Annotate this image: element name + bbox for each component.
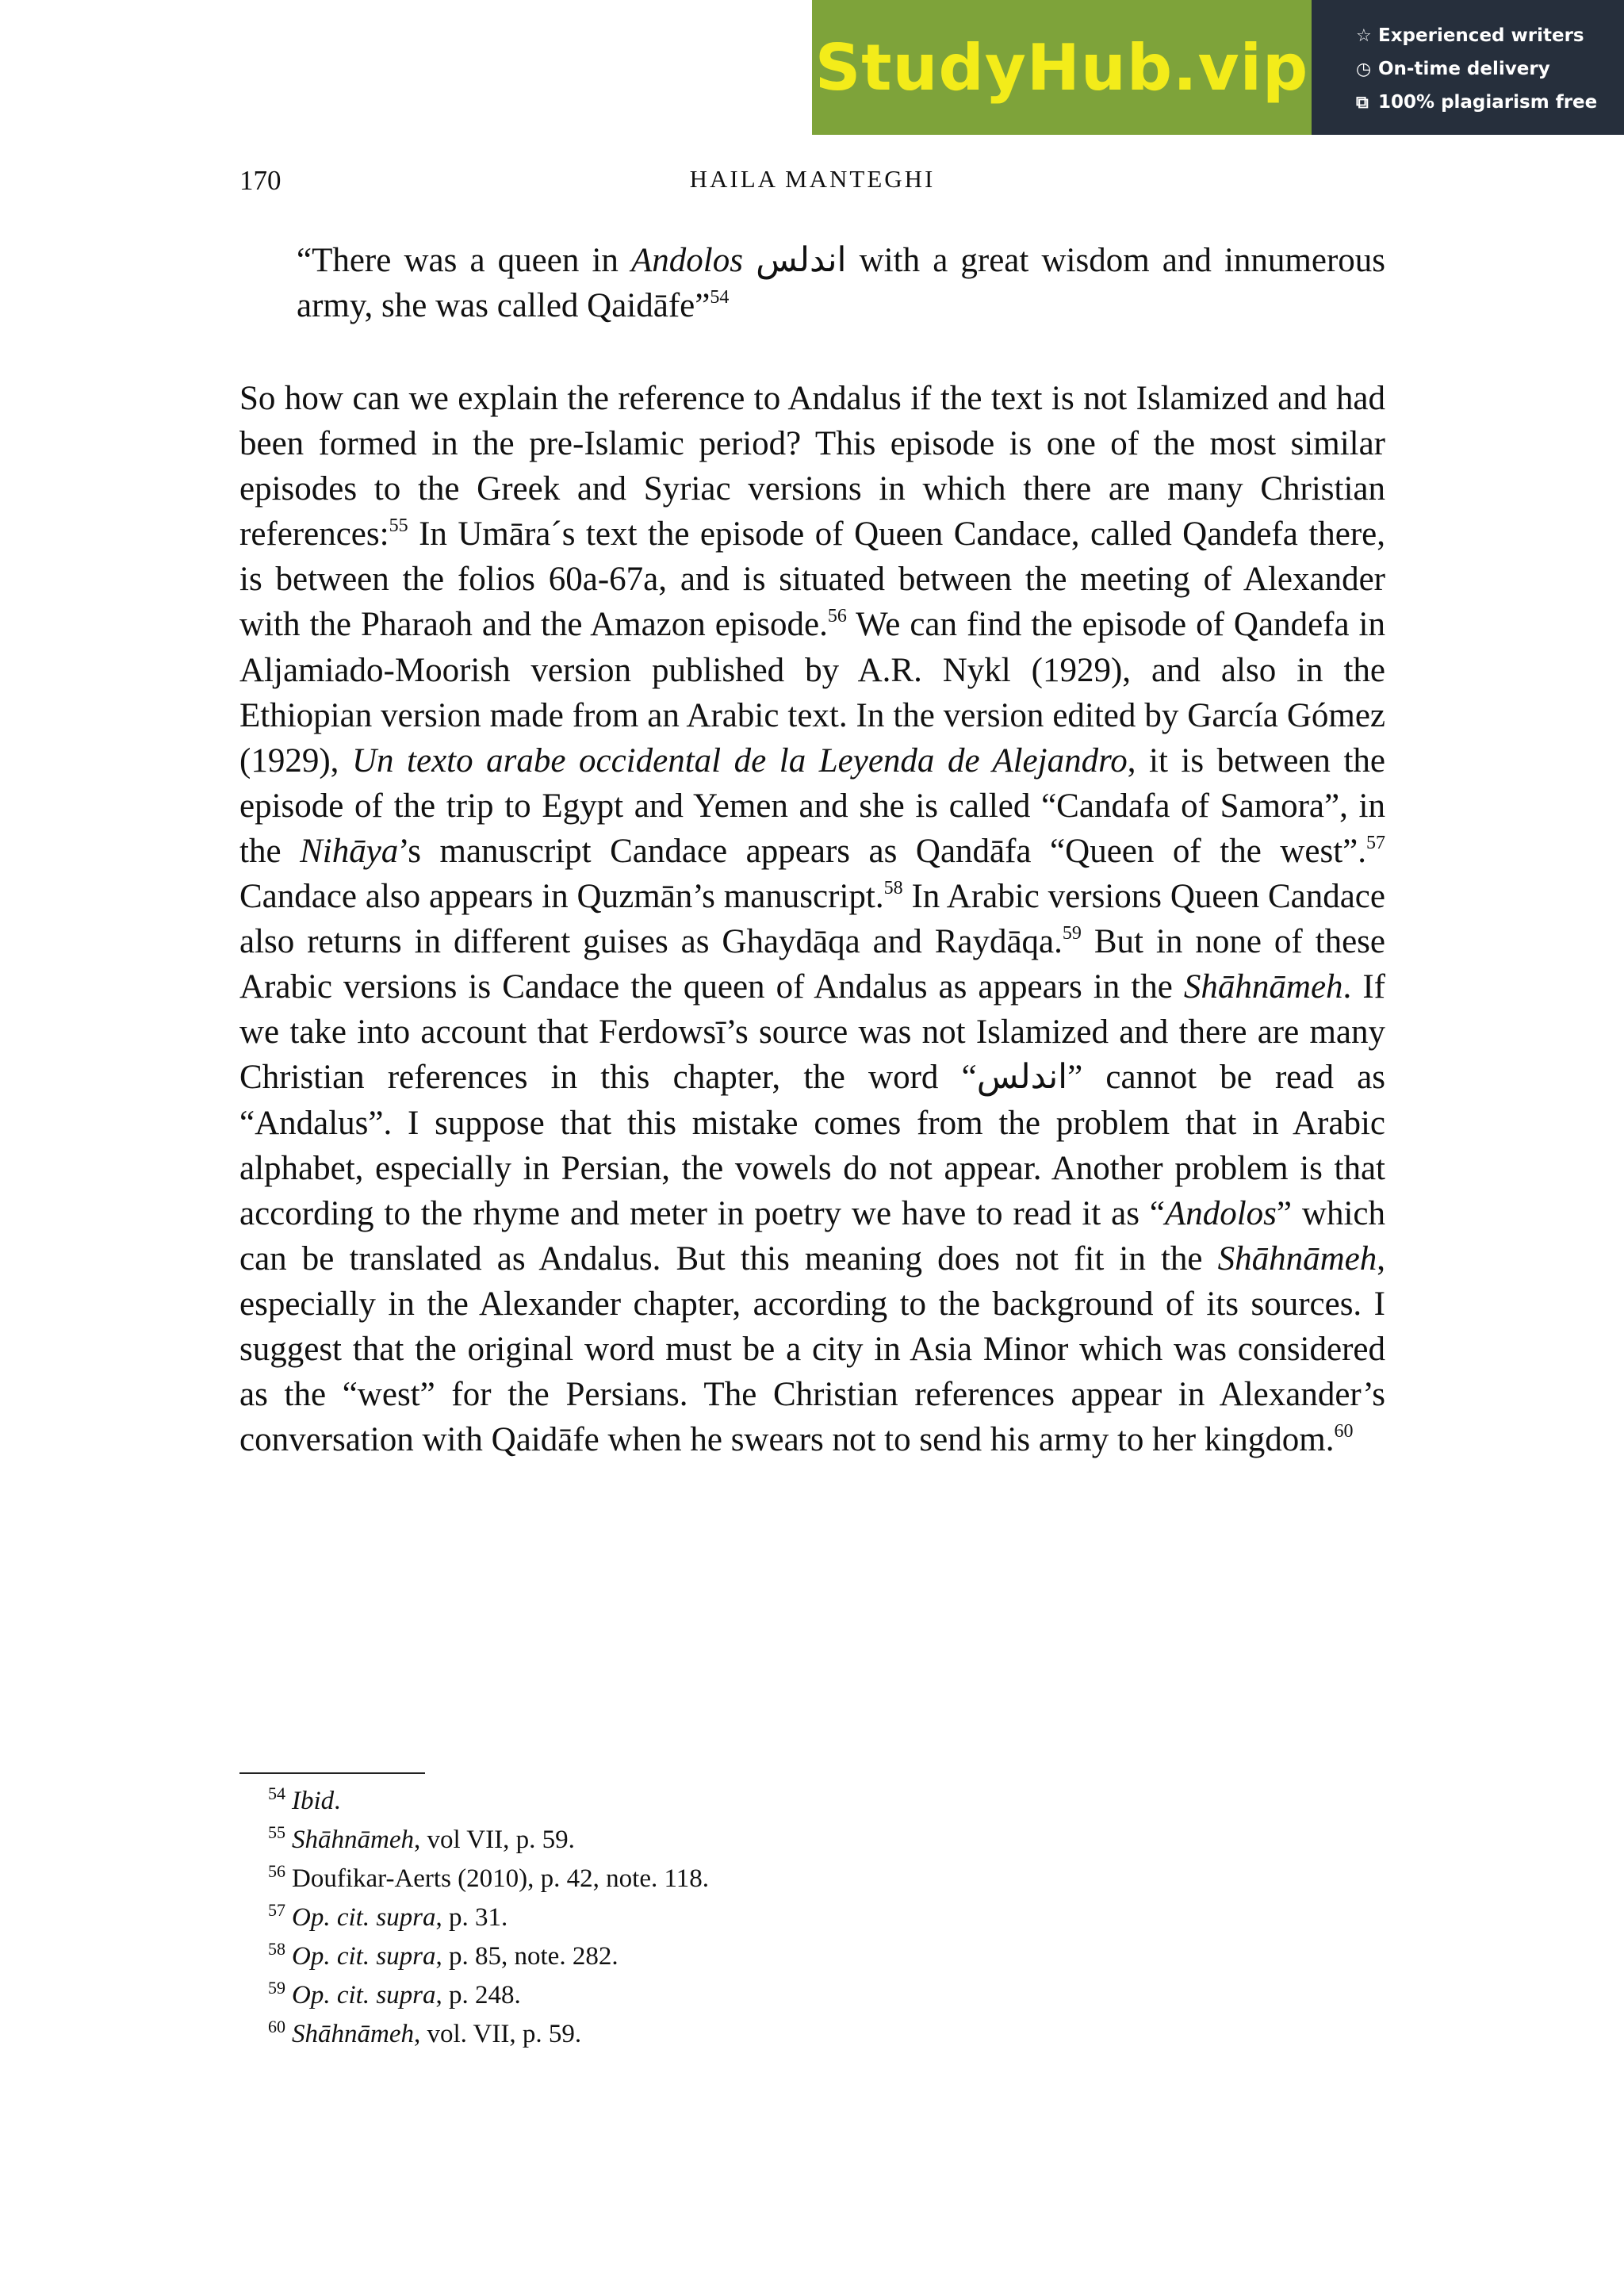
body-text-run: We can find the episode of Qandefa in Aljamiado-Moorish version published by A.R. Nykl (1929), and also in the Ethiopian version made from an Arabic text. In the version edited by García Gómez (1929),: [239, 606, 1385, 780]
footnote-text: Doufikar-Aerts (2010), p. 42, note. 118.: [292, 1864, 710, 1893]
block-quote: [297, 238, 1385, 328]
footnote-ref[interactable]: 59: [1062, 922, 1082, 944]
footnote-italic: Op. cit. supra: [292, 1981, 436, 2009]
feature-item: [1356, 52, 1624, 86]
footnote-number: 59: [268, 1978, 285, 1998]
footnote-number: 54: [268, 1783, 285, 1803]
footnote-number: 58: [268, 1939, 285, 1959]
footnote: [268, 1860, 1299, 1899]
feature-label: Experienced writers: [1378, 25, 1584, 46]
footnote-ref[interactable]: 55: [389, 515, 408, 536]
body-text: [239, 376, 1385, 1462]
footnote-text: .: [334, 1787, 341, 1815]
italic-term: Shāhnāmeh: [1217, 1239, 1377, 1278]
footnote-number: 60: [268, 2017, 285, 2036]
footnotes: [268, 1783, 1299, 2055]
footnote-separator: [239, 1772, 425, 1774]
quote-italic: Andolos: [631, 242, 743, 279]
body-paragraph: [239, 376, 1385, 1462]
ad-banner[interactable]: [812, 0, 1624, 135]
footnote-number: 55: [268, 1822, 285, 1842]
footnote-text: , p. 248.: [435, 1981, 521, 2009]
footnote-italic: Op. cit. supra: [292, 1942, 436, 1971]
running-head: [239, 165, 1385, 200]
page-number: 170: [239, 165, 282, 196]
body-text-run: . If we take into account that Ferdowsī’s source was not Islamized and there are many Christian references in this chapter, the word “اندلس” cannot be read as “Andalus”. I suppose that this mistake comes from the problem that in Arabic alphabet, especially in Persian, the vowels do not appear. Another problem is that according to the rhyme and meter in poetry we have to read it as “: [239, 968, 1386, 1232]
feature-item: [1356, 86, 1624, 119]
footnote-text: , p. 31.: [435, 1903, 508, 1932]
body-text-run: So how can we explain the reference to Andalus if the text is not Islamized and had been formed in the pre-Islamic period? This episode is one of the most similar episodes to the Greek and Syriac versions in which there are many Christian references:: [239, 380, 1385, 554]
body-text-run: , it is between the episode of the trip to Egypt and Yemen and she is called “Candafa of Samora”, in the: [239, 741, 1385, 870]
body-text-run: , especially in the Alexander chapter, according to the background of its sources. I suggest that the original word must be a city in Asia Minor which was considered as the “west” for the Persians. The Christian references appear in Alexander’s conversation with Qaidāfe when he swears not to send his army to her kingdom.: [239, 1239, 1385, 1459]
footnote: [268, 1938, 1299, 1977]
italic-term: Andolos: [1164, 1194, 1277, 1232]
footnote-text: , vol VII, p. 59.: [413, 1826, 575, 1854]
footnote-ref[interactable]: 58: [883, 877, 903, 898]
banner-features: [1312, 0, 1624, 135]
footnote-italic: Shāhnāmeh: [292, 1826, 414, 1854]
footnote: [268, 1822, 1299, 1860]
body-text-run: In Arabic versions Queen Candace also returns in different guises as Ghaydāqa and Raydāqa.: [239, 878, 1385, 961]
footnote-ref[interactable]: 60: [1334, 1420, 1354, 1442]
body-text-run: Candace also appears in Quzmān’s manuscript.: [239, 878, 884, 916]
quote-text: “There was a queen in: [297, 242, 632, 279]
footnote: [268, 1977, 1299, 2016]
feature-label: 100% plagiarism free: [1378, 92, 1598, 113]
footnote-ref[interactable]: 57: [1366, 832, 1385, 853]
clock-icon: ◷: [1356, 59, 1372, 79]
running-title: HAILA MANTEGHI: [689, 165, 936, 193]
footnote-ref[interactable]: 56: [827, 606, 847, 627]
star-outline-icon: ☆: [1356, 25, 1372, 46]
footnote: [268, 1783, 1299, 1822]
copy-icon: ⧉: [1356, 92, 1369, 113]
italic-term: Nihāya: [300, 832, 399, 870]
italic-title: Un texto arabe occidental de la Leyenda de Alejandro: [351, 741, 1128, 780]
body-text-run: ” which can be translated as Andalus. But this meaning does not fit in the: [239, 1194, 1386, 1278]
footnote-text: , p. 85, note. 282.: [435, 1942, 619, 1971]
footnote: [268, 1899, 1299, 1938]
footnote-number: 56: [268, 1861, 285, 1881]
quote-paragraph: [297, 238, 1385, 328]
studyhub-logo[interactable]: StudyHub.vip: [812, 0, 1312, 135]
italic-term: Shāhnāmeh: [1183, 968, 1343, 1006]
feature-item: [1356, 19, 1624, 52]
footnote-italic: Shāhnāmeh: [292, 2020, 414, 2048]
footnote: [268, 2016, 1299, 2055]
footnote-number: 57: [268, 1900, 285, 1920]
footnote-italic: Op. cit. supra: [292, 1903, 436, 1932]
body-text-run: In Umāra´s text the episode of Queen Candace, called Qandefa there, is between the folios 60a-67a, and is situated between the meeting of Alexander with the Pharaoh and the Amazon episode.: [239, 515, 1385, 644]
quote-text: اندلس with a great wisdom and innumerous army, she was called Qaidāfe”: [297, 242, 1385, 324]
footnote-italic: Ibid: [292, 1787, 335, 1815]
feature-label: On-time delivery: [1378, 59, 1550, 79]
footnote-ref[interactable]: 54: [710, 286, 730, 308]
body-text-run: ’s manuscript Candace appears as Qandāfa “Queen of the west”.: [398, 832, 1366, 870]
body-text-run: But in none of these Arabic versions is Candace the queen of Andalus as appears in the: [239, 923, 1385, 1006]
footnote-text: , vol. VII, p. 59.: [413, 2020, 582, 2048]
